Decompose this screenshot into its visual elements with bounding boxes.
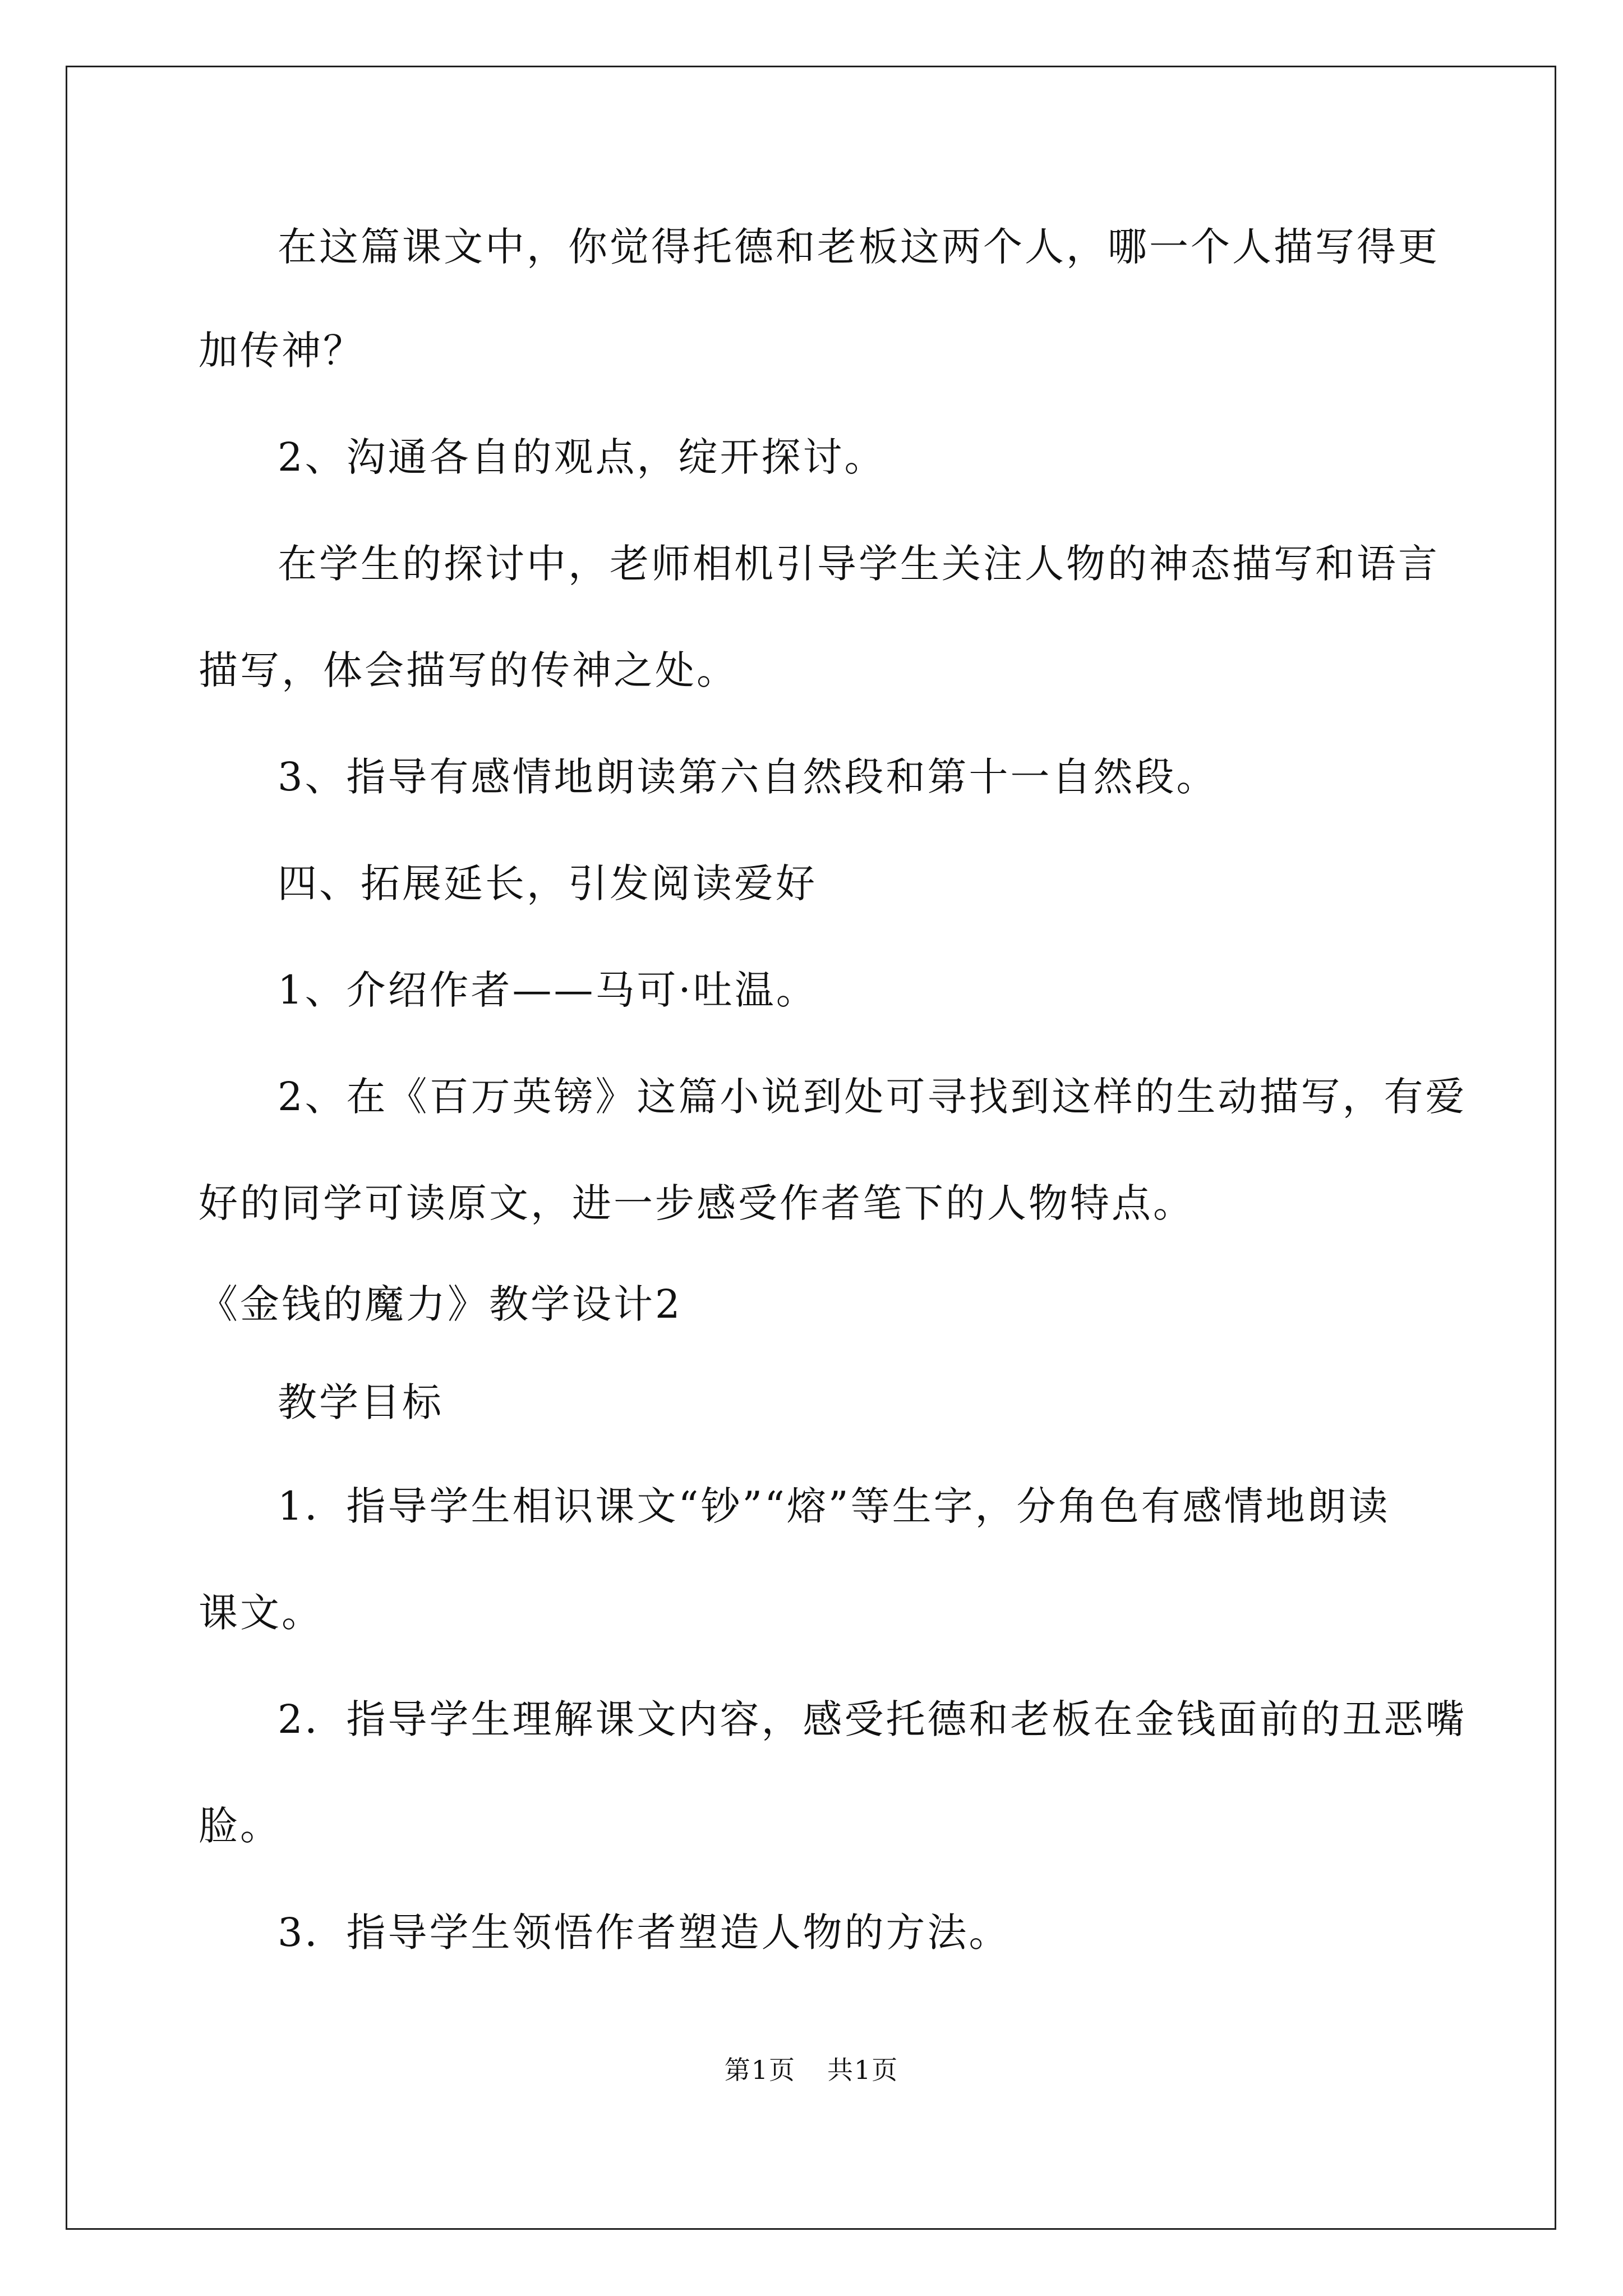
paragraph-line: 脸。 [199,1803,282,1849]
section-heading: 教学目标 [278,1379,444,1425]
page-border [66,66,1556,2230]
paragraph-line: 好的同学可读原文，进一步感受作者笔下的人物特点。 [199,1180,1195,1226]
paragraph-line: 在这篇课文中，你觉得托德和老板这两个人，哪一个人描写得更 [278,224,1440,270]
paragraph-line: 3．指导学生领悟作者塑造人物的方法。 [278,1910,1011,1955]
paragraph-line: 在学生的探讨中，老师相机引导学生关注人物的神态描写和语言 [278,541,1440,587]
paragraph-line: 1、介绍作者——马可·吐温。 [278,967,818,1013]
page-footer [0,2053,1623,2087]
paragraph-line: 2、在《百万英镑》这篇小说到处可寻找到这样的生动描写，有爱 [278,1074,1467,1120]
paragraph-line: 2、沟通各自的观点，绽开探讨。 [278,434,886,480]
document-title: 《金钱的魔力》教学设计2 [199,1281,683,1327]
paragraph-line: 1．指导学生相识课文“钞”“熔”等生字，分角色有感情地朗读 [278,1483,1390,1529]
paragraph-line: 3、指导有感情地朗读第六自然段和第十一自然段。 [278,754,1218,800]
paragraph-line: 加传神？ [199,328,365,374]
paragraph-line: 课文。 [199,1590,323,1636]
section-heading: 四、拓展延长，引发阅读爱好 [278,861,817,907]
page-number: 第1页 [724,2055,796,2085]
paragraph-line: 描写，体会描写的传神之处。 [199,647,738,693]
paragraph-line: 2．指导学生理解课文内容，感受托德和老板在金钱面前的丑恶嘴 [278,1696,1467,1742]
page-total: 共1页 [827,2055,899,2085]
